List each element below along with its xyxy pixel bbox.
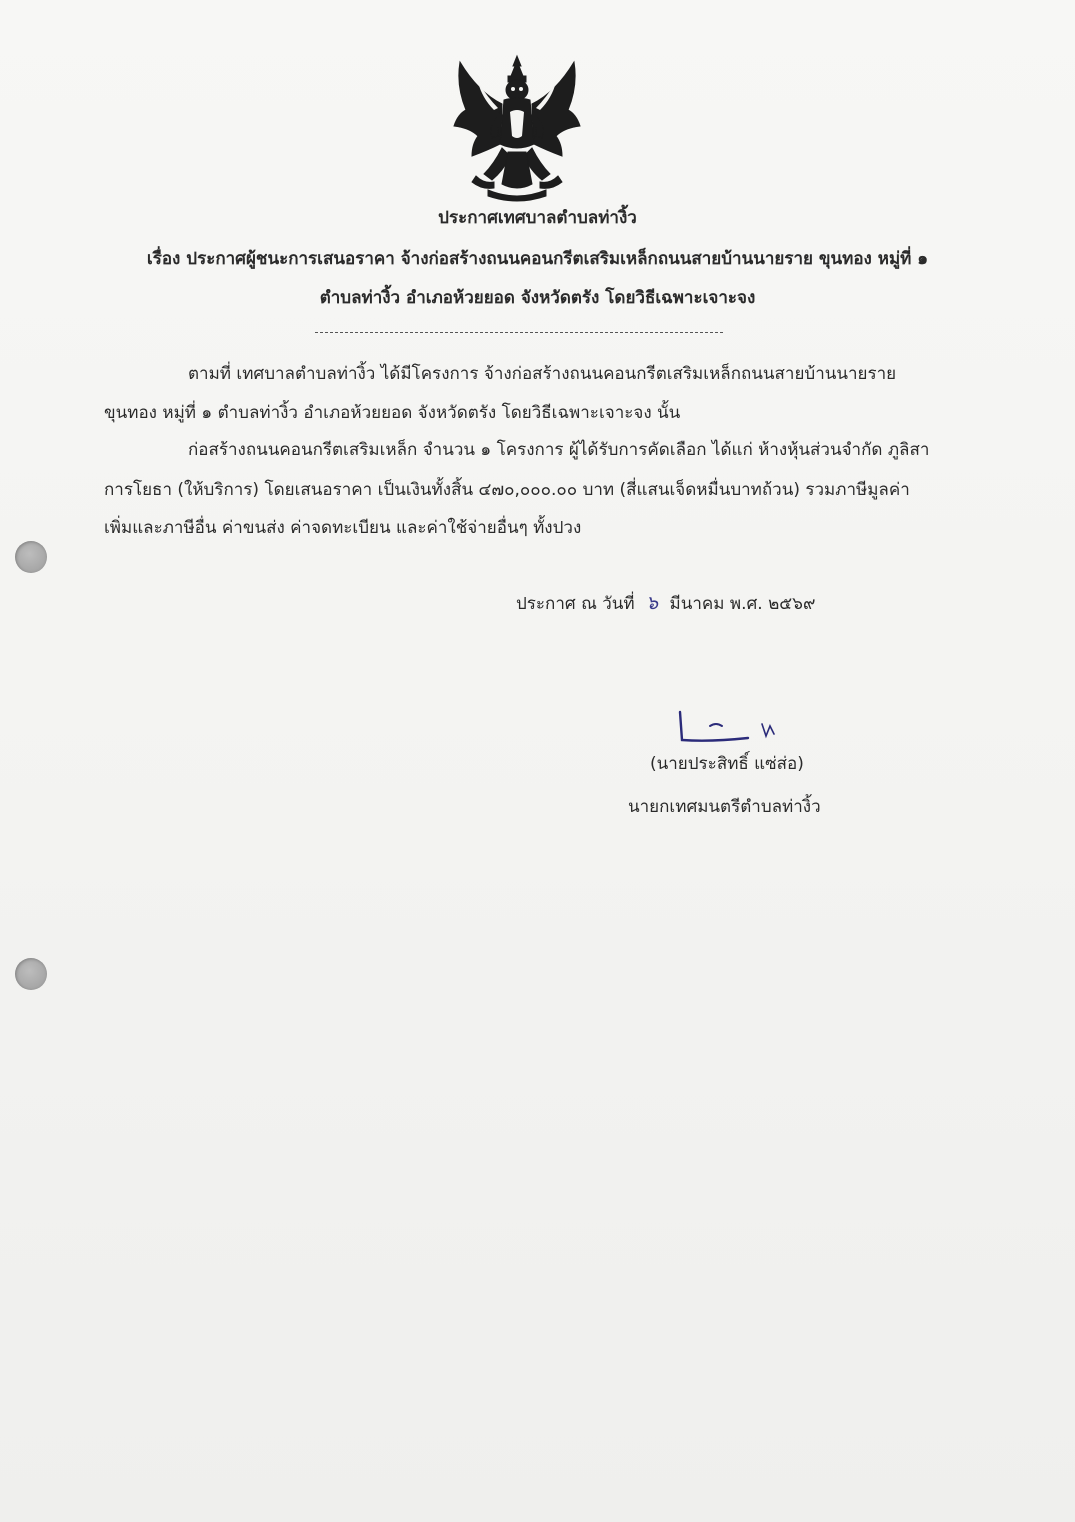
paragraph-2-line-1: ก่อสร้างถนนคอนกรีตเสริมเหล็ก จำนวน ๑ โครงการ ผู้ได้รับการคัดเลือก ได้แก่ ห้างหุ้นส่วนจำกัด ภูลิสา — [188, 440, 930, 460]
punch-hole-top — [15, 541, 47, 573]
paragraph-1-line-1: ตามที่ เทศบาลตำบลท่างิ้ว ได้มีโครงการ จ้างก่อสร้างถนนคอนกรีตเสริมเหล็กถนนสายบ้านนายราย — [188, 364, 897, 384]
date-day: ๖ — [646, 592, 659, 614]
date-prefix: ประกาศ ณ วันที่ — [516, 594, 635, 614]
garuda-emblem-icon — [448, 52, 586, 204]
punch-hole-bottom — [15, 958, 47, 990]
paragraph-2-line-3: เพิ่มและภาษีอื่น ค่าขนส่ง ค่าจดทะเบียน และค่าใช้จ่ายอื่นๆ ทั้งปวง — [104, 518, 582, 538]
subject-line-1: เรื่อง ประกาศผู้ชนะการเสนอราคา จ้างก่อสร้างถนนคอนกรีตเสริมเหล็กถนนสายบ้านนายราย ขุนทอง หมู่ที่ ๑ — [146, 249, 929, 269]
header-divider — [315, 332, 723, 333]
announcement-date — [516, 591, 815, 616]
paragraph-2-line-2: การโยธา (ให้บริการ) โดยเสนอราคา เป็นเงินทั้งสิ้น ๔๗๐,๐๐๐.๐๐ บาท (สี่แสนเจ็ดหมื่นบาทถ้วน) รวมภาษีมูลค่า — [104, 480, 910, 500]
subject-line-2: ตำบลท่างิ้ว อำเภอห้วยยอด จังหวัดตรัง โดยวิธีเฉพาะเจาะจง — [319, 288, 756, 308]
signatory-name: (นายประสิทธิ์ แซ่ส่อ) — [650, 754, 804, 774]
paragraph-1-line-2: ขุนทอง หมู่ที่ ๑ ตำบลท่างิ้ว อำเภอห้วยยอด จังหวัดตรัง โดยวิธีเฉพาะเจาะจง นั้น — [104, 403, 681, 423]
document-title: ประกาศเทศบาลตำบลท่างิ้ว — [438, 208, 637, 228]
handwritten-signature-icon — [670, 706, 780, 750]
date-month-year: มีนาคม พ.ศ. ๒๕๖๙ — [669, 594, 816, 614]
signatory-position: นายกเทศมนตรีตำบลท่างิ้ว — [628, 797, 821, 817]
